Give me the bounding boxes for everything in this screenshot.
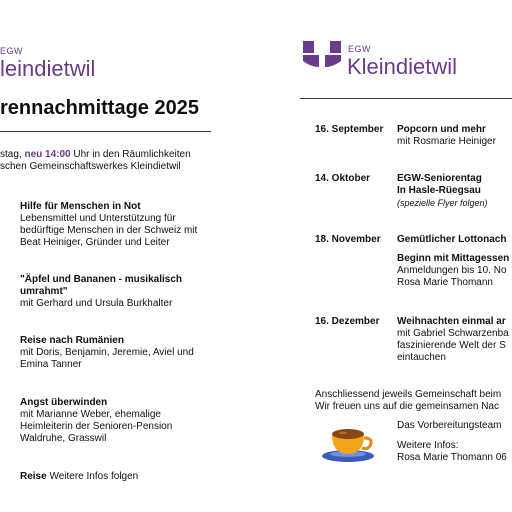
event-title: Gemütlicher Lottonach bbox=[397, 234, 507, 245]
event-detail: eintauchen bbox=[397, 352, 446, 363]
right-header-rule bbox=[300, 98, 512, 99]
event-detail: Emina Tanner bbox=[20, 359, 82, 370]
event-detail: Weitere Infos folgen bbox=[49, 471, 139, 482]
event-date: 16. September bbox=[315, 124, 384, 135]
event-title: Hilfe für Menschen in Not bbox=[20, 201, 141, 212]
event-detail: Rosa Marie Thomann bbox=[397, 277, 493, 288]
event-date: 14. Oktober bbox=[315, 173, 371, 184]
event-detail: Anmeldungen bis 10. No bbox=[397, 265, 507, 276]
intro-time: neu 14:00 bbox=[24, 149, 71, 160]
right-logo-large: Kleindietwil bbox=[347, 54, 458, 79]
event-detail: Beat Heiniger, Gründer und Leiter bbox=[20, 237, 170, 248]
event-note: (spezielle Flyer folgen) bbox=[397, 198, 488, 208]
event-left-1 bbox=[20, 201, 220, 249]
left-logo-small: EGW bbox=[0, 46, 23, 56]
left-logo-large: leindietwil bbox=[0, 56, 96, 81]
intro-pre: stag, bbox=[0, 149, 22, 160]
left-title-rule bbox=[0, 131, 211, 132]
event-detail: Heimleiterin der Senioren-Pension bbox=[20, 421, 173, 432]
closing-line: Anschliessend jeweils Gemeinschaft beim bbox=[315, 389, 502, 400]
event-date: 16. Dezember bbox=[315, 316, 380, 327]
closing-text bbox=[315, 389, 501, 413]
event-title: "Äpfel und Bananen - musikalisch bbox=[20, 274, 182, 285]
event-title: Reise bbox=[20, 471, 47, 482]
event-right-1 bbox=[397, 124, 496, 148]
event-title: EGW-Seniorentag bbox=[397, 173, 482, 184]
event-detail: bedürftige Menschen in der Schweiz mit bbox=[20, 225, 198, 236]
event-subtitle: Beginn mit Mittagessen bbox=[397, 253, 510, 264]
event-detail: mit Rosmarie Heiniger bbox=[397, 136, 496, 147]
event-title: Weihnachten einmal ar bbox=[397, 316, 506, 327]
event-title: Angst überwinden bbox=[20, 397, 108, 408]
event-title: Reise nach Rumänien bbox=[20, 335, 124, 346]
event-title: umrahmt" bbox=[20, 286, 68, 297]
event-detail: mit Doris, Benjamin, Jeremie, Aviel und bbox=[20, 347, 194, 358]
event-right-4 bbox=[397, 316, 509, 364]
event-right-2 bbox=[397, 173, 488, 209]
coffee-cup-icon bbox=[318, 420, 380, 464]
intro-line-1 bbox=[0, 149, 191, 161]
event-detail: mit Gabriel Schwarzenba bbox=[397, 328, 509, 339]
event-left-5 bbox=[20, 471, 138, 483]
event-detail: Lebensmittel und Unterstützung für bbox=[20, 213, 176, 224]
left-page-title: rennachmittage 2025 bbox=[0, 97, 199, 119]
egw-cross-logo-icon bbox=[303, 41, 341, 77]
infos-label: Weitere Infos: bbox=[397, 440, 459, 451]
event-detail: mit Marianne Weber, ehemalige bbox=[20, 409, 161, 420]
infos-contact: Rosa Marie Thomann 06 bbox=[397, 452, 507, 463]
closing-line: Wir freuen uns auf die gemeinsamen Nac bbox=[315, 401, 499, 412]
event-detail: faszinierende Welt der S bbox=[397, 340, 506, 351]
intro-post: Uhr in den Räumlichkeiten bbox=[73, 149, 191, 160]
right-logo-small: EGW bbox=[348, 44, 371, 54]
event-left-2 bbox=[20, 274, 220, 310]
event-date: 18. November bbox=[315, 234, 381, 245]
event-right-3 bbox=[397, 234, 509, 289]
event-left-4 bbox=[20, 397, 220, 445]
event-left-3 bbox=[20, 335, 220, 371]
event-detail: Waldruhe, Grasswil bbox=[20, 433, 107, 444]
event-title: Popcorn und mehr bbox=[397, 124, 486, 135]
team-signature: Das Vorbereitungsteam bbox=[397, 420, 502, 431]
event-detail: mit Gerhard und Ursula Burkhalter bbox=[20, 298, 173, 309]
event-subtitle: In Hasle-Rüegsau bbox=[397, 185, 481, 196]
intro-line-2: schen Gemeinschaftswerkes Kleindietwil bbox=[0, 161, 181, 172]
